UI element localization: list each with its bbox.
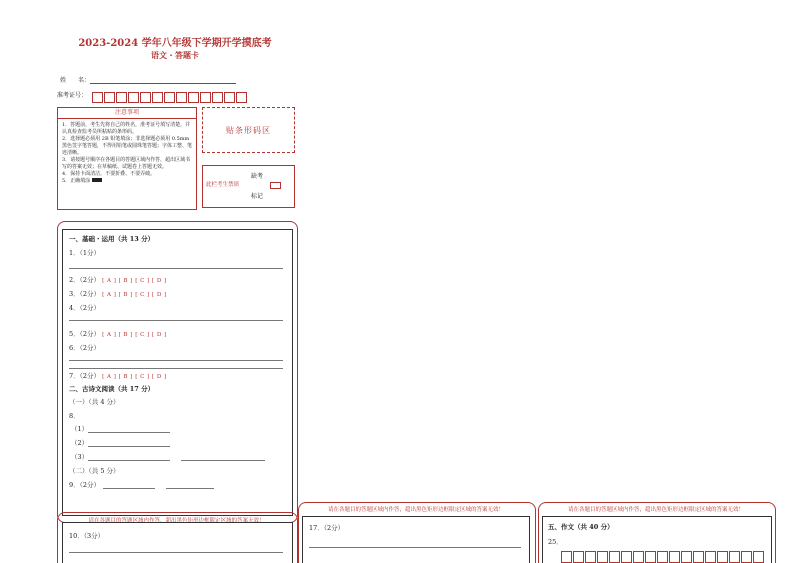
essay-frame-inner: [542, 516, 772, 563]
essay-grid-cell[interactable]: [621, 551, 632, 563]
q8-sub1: （1）: [71, 425, 89, 433]
q17-label: 17．（2分）: [309, 524, 345, 532]
q7-options[interactable]: [ A ] [ B ] [ C ] [ D ]: [102, 374, 167, 380]
q8-sub3-line-2[interactable]: [181, 460, 265, 461]
name-label: 姓 名：: [60, 77, 91, 84]
id-digit-box[interactable]: [92, 92, 103, 103]
essay-warning: 请在各题目的答题区域内作答，超出黑色矩形边框限定区域的答案无效！: [567, 507, 744, 513]
notice-title: 注意事项: [58, 108, 196, 119]
essay-grid-cell[interactable]: [705, 551, 716, 563]
notice-item-4: 4．保持卡面清洁，不要折叠、不要弄破。: [62, 171, 156, 177]
barcode-label: 贴条形码区: [226, 125, 271, 135]
notice-box: [57, 107, 197, 210]
essay-grid-cell[interactable]: [741, 551, 752, 563]
q4-answer-line[interactable]: [69, 320, 283, 321]
q6-answer-line-2[interactable]: [69, 368, 283, 369]
id-digit-box[interactable]: [176, 92, 187, 103]
essay-grid-cell[interactable]: [573, 551, 584, 563]
name-field[interactable]: [90, 83, 236, 84]
q5-row: 5．（2分） [ A ] [ B ] [ C ] [ D ]: [69, 330, 167, 338]
id-digit-box[interactable]: [224, 92, 235, 103]
q3-options[interactable]: [ A ] [ B ] [ C ] [ D ]: [102, 292, 167, 298]
section2-title: 二、古诗文阅读（共 17 分）: [69, 385, 155, 393]
absent-mark-bottom: 标记: [251, 193, 264, 200]
q9-answer-line-1[interactable]: [103, 488, 155, 489]
q6-answer-line-1[interactable]: [69, 360, 283, 361]
id-digit-box[interactable]: [200, 92, 211, 103]
q2-row: 2．（2分） [ A ] [ B ] [ C ] [ D ]: [69, 276, 167, 284]
q25-label: 25．: [548, 538, 563, 546]
essay-grid-cell[interactable]: [633, 551, 644, 563]
q10-answer-line[interactable]: [69, 552, 283, 553]
essay-grid-cell[interactable]: [585, 551, 596, 563]
notice-item-1: 1．答题前，考生先将自己的姓名，准考证号填写清楚，并认真检查监考员所粘贴的条形码。: [62, 122, 191, 135]
q1-label: 1．（1分）: [69, 249, 101, 257]
essay-grid-cell[interactable]: [729, 551, 740, 563]
essay-grid-cell[interactable]: [645, 551, 656, 563]
absent-label: 此栏考生禁填: [206, 182, 240, 188]
q7-row: 7．（2分） [ A ] [ B ] [ C ] [ D ]: [69, 372, 167, 380]
q10-label: 10．（3分）: [69, 532, 105, 540]
fill-sample-icon: [92, 178, 102, 182]
essay-grid[interactable]: [561, 549, 766, 563]
section2-part1: （一）（共 4 分）: [69, 398, 120, 406]
essay-grid-cell[interactable]: [681, 551, 692, 563]
section2-part2: （二）（共 5 分）: [69, 467, 120, 475]
q17-answer-line[interactable]: [309, 547, 521, 548]
q1-answer-line[interactable]: [69, 268, 283, 269]
essay-grid-cell[interactable]: [609, 551, 620, 563]
absent-checkbox[interactable]: [270, 182, 281, 189]
id-digit-box[interactable]: [152, 92, 163, 103]
q2-options[interactable]: [ A ] [ B ] [ C ] [ D ]: [102, 278, 167, 284]
page-subtitle: 语文・答题卡: [151, 50, 199, 60]
q8-sub2-line[interactable]: [88, 446, 170, 447]
barcode-area: [202, 107, 295, 153]
q17-frame-inner: [302, 516, 530, 563]
q9-label: 9．（2分）: [69, 481, 101, 489]
q8-sub1-line[interactable]: [88, 432, 170, 433]
id-digit-box[interactable]: [128, 92, 139, 103]
id-boxes[interactable]: [92, 88, 248, 107]
page-title: 2023-2024 学年八年级下学期开学摸底考: [78, 38, 272, 49]
essay-grid-cell[interactable]: [669, 551, 680, 563]
id-digit-box[interactable]: [188, 92, 199, 103]
essay-grid-cell[interactable]: [657, 551, 668, 563]
q8-sub3-line-1[interactable]: [88, 460, 170, 461]
q5-options[interactable]: [ A ] [ B ] [ C ] [ D ]: [102, 332, 167, 338]
answer-frame-inner: [62, 229, 293, 516]
q8-sub3: （3）: [71, 453, 89, 461]
q8-label: 8．: [69, 412, 80, 420]
essay-grid-cell[interactable]: [753, 551, 764, 563]
absent-box: [202, 165, 295, 208]
id-label: 准考证号：: [57, 92, 88, 99]
essay-grid-cell[interactable]: [561, 551, 572, 563]
q4-label: 4．（2分）: [69, 304, 101, 312]
q17-warning: 请在各题目的答题区域内作答，超出黑色矩形边框限定区域的答案无效！: [327, 507, 504, 513]
q6-label: 6．（2分）: [69, 344, 101, 352]
id-digit-box[interactable]: [236, 92, 247, 103]
id-digit-box[interactable]: [116, 92, 127, 103]
essay-grid-cell[interactable]: [597, 551, 608, 563]
section5-title: 五、作文（共 40 分）: [548, 523, 614, 531]
id-digit-box[interactable]: [104, 92, 115, 103]
section1-title: 一、基础・运用（共 13 分）: [69, 235, 155, 243]
essay-grid-cell[interactable]: [693, 551, 704, 563]
id-digit-box[interactable]: [212, 92, 223, 103]
id-digit-box[interactable]: [140, 92, 151, 103]
notice-item-2: 2．选择题必须用 2B 铅笔填涂；非选择题必须用 0.5mm 黑色签字笔答题，不得用铅笔或圆珠笔答题；字体工整、笔迹清晰。: [62, 136, 193, 156]
q8-sub2: （2）: [71, 439, 89, 447]
essay-grid-cell[interactable]: [717, 551, 728, 563]
q10-warning: 请在各题目的答题区域内作答，超出黑色矩形边框限定区域的答案无效！: [88, 518, 265, 524]
q9-answer-line-2[interactable]: [166, 488, 214, 489]
notice-item-5: 5．正确填涂: [62, 178, 192, 185]
q3-row: 3．（2分） [ A ] [ B ] [ C ] [ D ]: [69, 290, 167, 298]
absent-mark-top: 缺考: [251, 173, 264, 180]
notice-item-3: 3．请按题号顺序在各题目的答题区域内作答，超出区域书写的答案无效；在草稿纸、试题卷上答题无效。: [62, 157, 191, 170]
q10-frame-inner: [62, 522, 293, 563]
id-digit-box[interactable]: [164, 92, 175, 103]
